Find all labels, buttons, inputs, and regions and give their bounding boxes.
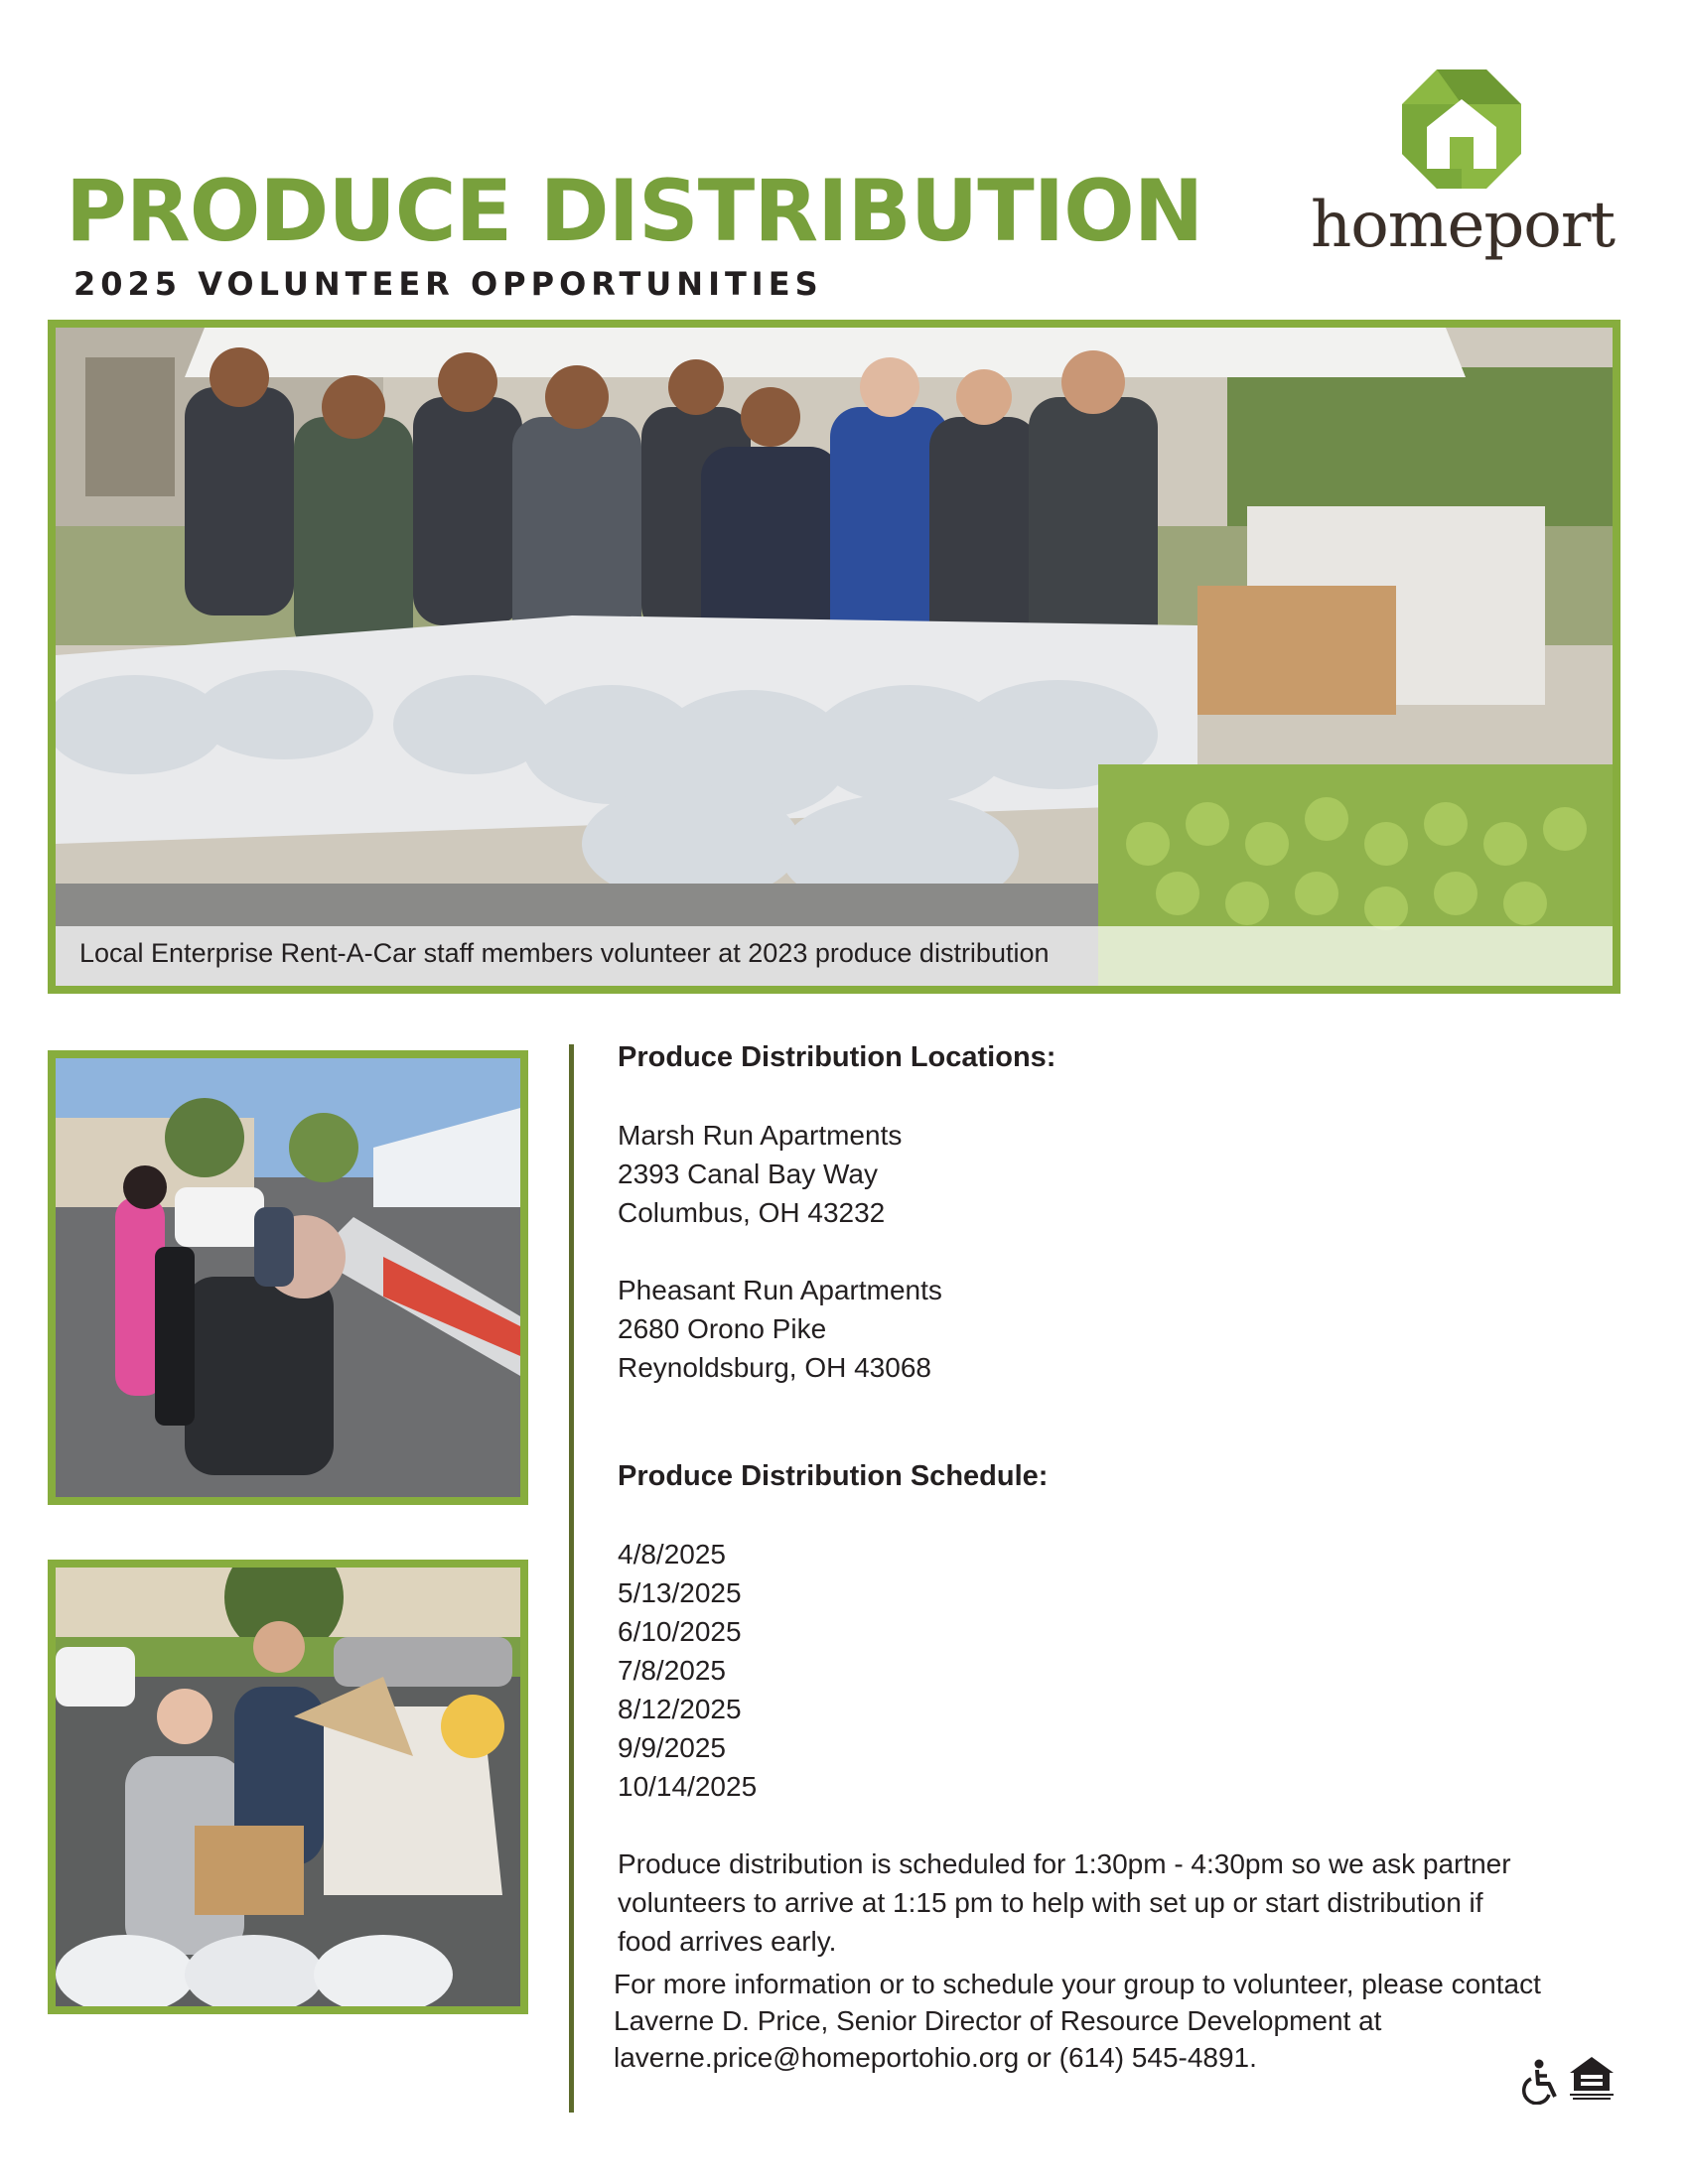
schedule-dates [618, 1535, 1611, 1806]
location-city: Columbus, OH 43232 [618, 1197, 886, 1228]
location-block [618, 1116, 1611, 1232]
schedule-date: 9/9/2025 [618, 1732, 726, 1763]
location-name: Pheasant Run Apartments [618, 1275, 942, 1305]
wheelchair-accessibility-icon [1519, 2059, 1559, 2105]
equal-housing-opportunity-icon [1567, 2055, 1617, 2101]
logo-wordmark: homeport [1311, 189, 1616, 262]
footer-icons [1519, 2055, 1618, 2109]
location-name: Marsh Run Apartments [618, 1120, 903, 1151]
column-divider [569, 1044, 574, 2113]
location-street: 2680 Orono Pike [618, 1313, 827, 1344]
distribution-line-photo [56, 1058, 520, 1497]
schedule-heading: Produce Distribution Schedule: [618, 1460, 1049, 1492]
homeport-logo [1291, 69, 1628, 268]
produce-box-photo [48, 1560, 528, 2014]
schedule-date: 7/8/2025 [618, 1655, 726, 1686]
hero-caption: Local Enterprise Rent-A-Car staff members volunteer at 2023 produce distribution [56, 926, 1613, 986]
schedule-date: 10/14/2025 [618, 1771, 758, 1802]
schedule-date: 6/10/2025 [618, 1616, 742, 1647]
schedule-date: 8/12/2025 [618, 1694, 742, 1724]
location-city: Reynoldsburg, OH 43068 [618, 1352, 931, 1383]
contact-info: For more information or to schedule your group to volunteer, please contact Laverne D. Price, Senior Director of Resource Development at laverne.price@homeportohio.org or (614) 545-4891. [614, 1969, 1541, 2073]
location-street: 2393 Canal Bay Way [618, 1159, 878, 1189]
info-column [618, 1037, 1611, 1961]
wheelchair-distribution-photo [48, 1050, 528, 1505]
locations-heading: Produce Distribution Locations: [618, 1041, 1056, 1073]
hero-photo [48, 320, 1620, 994]
volunteer-group-photo [56, 328, 1613, 986]
location-block [618, 1271, 1611, 1387]
volunteers-with-boxes-photo [56, 1568, 520, 2006]
schedule-date: 4/8/2025 [618, 1539, 726, 1570]
house-mark-icon [1402, 69, 1521, 189]
schedule-note: Produce distribution is scheduled for 1:30pm - 4:30pm so we ask partner volunteers to arrive at 1:15 pm to help with set up or start distribution if food arrives early. [618, 1848, 1511, 1957]
page-subtitle: 2025 VOLUNTEER OPPORTUNITIES [73, 265, 823, 303]
page-title: PRODUCE DISTRIBUTION [66, 162, 1203, 261]
schedule-date: 5/13/2025 [618, 1577, 742, 1608]
